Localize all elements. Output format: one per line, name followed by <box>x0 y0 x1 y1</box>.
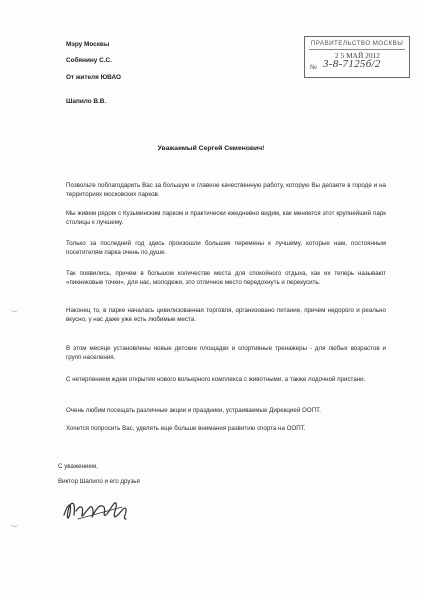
sender-line-name: Шапило В.В. <box>66 98 107 105</box>
binder-hole-mark <box>10 306 19 312</box>
paragraph-kuzminki-park: Мы живем рядом с Кузьминским парком и практически ежедневно видим, как меняется этот крупнейший парк столицы к лучшему. <box>66 210 386 226</box>
paragraph-picnic-spots: Так появились, причем в большом количестве места для спокойного отдыха, как их теперь называют «пикниковые точки», для нас, молодежи, это отличное место передохнуть и перекусить. <box>66 270 386 286</box>
closing-signer: Виктор Шапило и его друзья <box>58 478 140 485</box>
closing-regards: С уважением, <box>58 463 98 470</box>
registration-stamp <box>304 36 410 78</box>
addressee-line-mayor: Мэру Москвы <box>66 41 110 48</box>
paragraph-aviary: С нетерпением ждем открытия нового вольерного комплекса с животными, а также лодочной пристани. <box>66 376 366 383</box>
paragraph-sport-request: Хочется попросить Вас, уделять еще больше внимания развитию спорта на ООПТ. <box>66 425 306 432</box>
stamp-divider <box>309 49 405 50</box>
binder-hole-mark <box>10 521 19 527</box>
sender-line-district: От жителя ЮВАО <box>66 74 121 81</box>
paragraph-thanks: Позвольте поблагодарить Вас за большую и главное качественную работу, которую Вы делаете в городе и на территориях московских парков. <box>66 182 386 198</box>
handwritten-signature <box>60 489 140 533</box>
stamp-registration-number: 3-8-7125б/2 <box>323 58 381 70</box>
stamp-number-label: № <box>310 64 317 71</box>
paragraph-playgrounds: В этом месяце установлены новые детские площадки и спортивные тренажеры - для любых возрастов и групп населения. <box>66 345 386 361</box>
paragraph-events: Очень любим посещать различные акции и праздники, устраиваемые Дирекцией ООПТ. <box>66 407 321 414</box>
paragraph-changes: Только за последний год здесь произошли большие перемены к лучшему, которые нам, постоянным посетителям парка очень по душе. <box>66 240 386 256</box>
stamp-date: 2 5 МАЙ 2012 <box>335 51 380 60</box>
paragraph-trade-food: Наконец то, в парке началась цивилизованная торговля, организовано питание, причем недорого и реально вкусно, у нас даже уже есть любимые места. <box>66 307 386 323</box>
letter-greeting: Уважаемый Сергей Семенович! <box>157 145 265 152</box>
stamp-organization: ПРАВИТЕЛЬСТВО МОСКВЫ <box>310 40 404 47</box>
addressee-line-name: Собянину С.С. <box>66 57 112 64</box>
